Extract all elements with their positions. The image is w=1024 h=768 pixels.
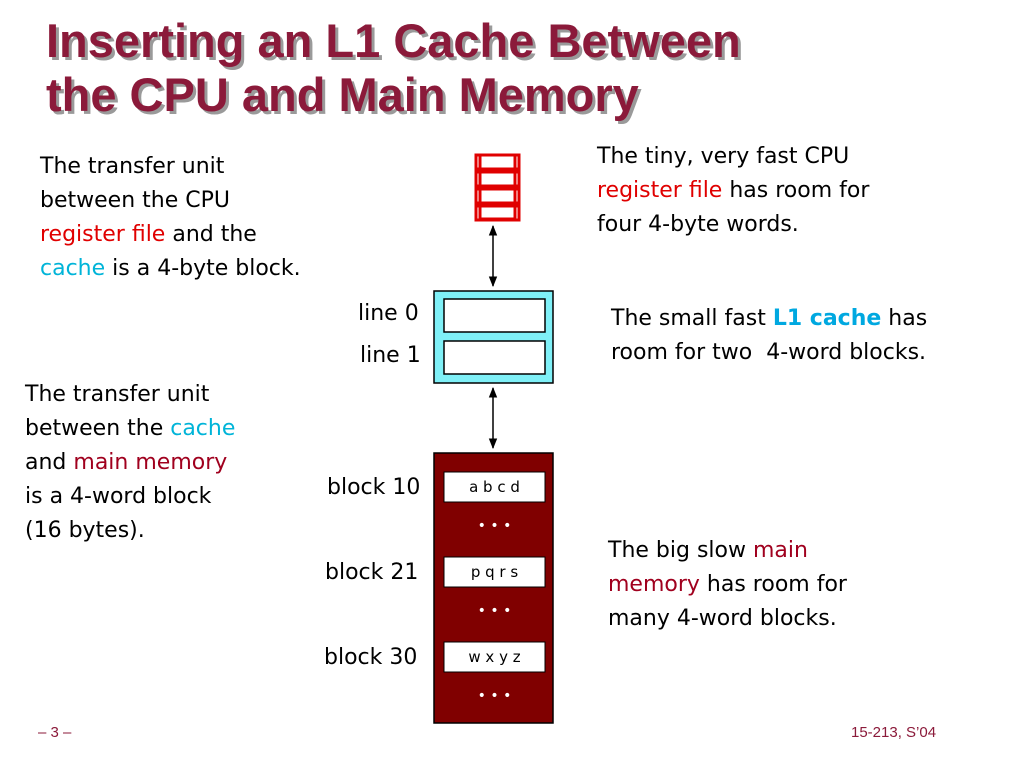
note-text: The transfer unit bbox=[25, 382, 210, 407]
note-text: four 4-byte words. bbox=[597, 212, 799, 237]
page-number: – 3 – bbox=[38, 724, 72, 741]
note-text: has room for bbox=[722, 178, 870, 203]
note-text: and the bbox=[165, 222, 257, 247]
course-label: 15-213, S’04 bbox=[851, 724, 937, 741]
main-memory bbox=[434, 453, 553, 723]
main-memory-term: memory bbox=[608, 572, 700, 597]
title-line-2: the CPU and Main Memory bbox=[46, 68, 639, 121]
l1-cache-term: L1 cache bbox=[772, 306, 882, 331]
ellipsis-icon: • • • bbox=[477, 603, 512, 619]
note-text: room for two 4-word blocks. bbox=[611, 340, 927, 365]
title-line-1: Inserting an L1 Cache Between bbox=[46, 14, 741, 67]
register-file bbox=[476, 155, 519, 220]
note-text: is a 4-byte block. bbox=[105, 256, 301, 281]
note-text: is a 4-word block bbox=[25, 484, 212, 509]
main-memory-term: main bbox=[752, 538, 808, 563]
ellipsis-icon: • • • bbox=[477, 518, 512, 534]
note-text: and bbox=[25, 450, 74, 475]
note-text: The big slow bbox=[608, 538, 753, 563]
note-text: The tiny, very fast CPU bbox=[597, 144, 850, 169]
note-text: between the CPU bbox=[40, 188, 230, 213]
ellipsis-icon: • • • bbox=[477, 688, 512, 704]
l1-cache bbox=[434, 291, 553, 383]
main-memory-term: main memory bbox=[73, 450, 228, 475]
memory-block-contents: a b c d bbox=[469, 478, 520, 496]
note-text: between the bbox=[25, 416, 171, 441]
register-file-term: register file bbox=[597, 178, 723, 203]
note-text: has room for bbox=[699, 572, 847, 597]
register-slot bbox=[476, 155, 519, 169]
register-file-term: register file bbox=[40, 222, 166, 247]
note-text: (16 bytes). bbox=[25, 518, 145, 543]
memory-block-label: block 30 bbox=[324, 645, 418, 670]
register-slot bbox=[476, 189, 519, 203]
note-text: has bbox=[881, 306, 928, 331]
cache-line-1 bbox=[444, 341, 545, 374]
register-slot bbox=[476, 172, 519, 186]
note-text: The transfer unit bbox=[40, 154, 225, 179]
cache-term: cache bbox=[170, 416, 236, 441]
cache-line-0-label: line 0 bbox=[358, 301, 419, 326]
cache-term: cache bbox=[40, 256, 106, 281]
memory-block-contents: p q r s bbox=[470, 563, 519, 581]
memory-block-label: block 10 bbox=[327, 475, 421, 500]
cache-line-0 bbox=[444, 299, 545, 332]
cache-line-1-label: line 1 bbox=[360, 343, 421, 368]
note-text: many 4-word blocks. bbox=[608, 606, 837, 631]
memory-block-label: block 21 bbox=[325, 560, 419, 585]
memory-block-contents: w x y z bbox=[468, 648, 521, 666]
note-text: The small fast bbox=[611, 306, 773, 331]
